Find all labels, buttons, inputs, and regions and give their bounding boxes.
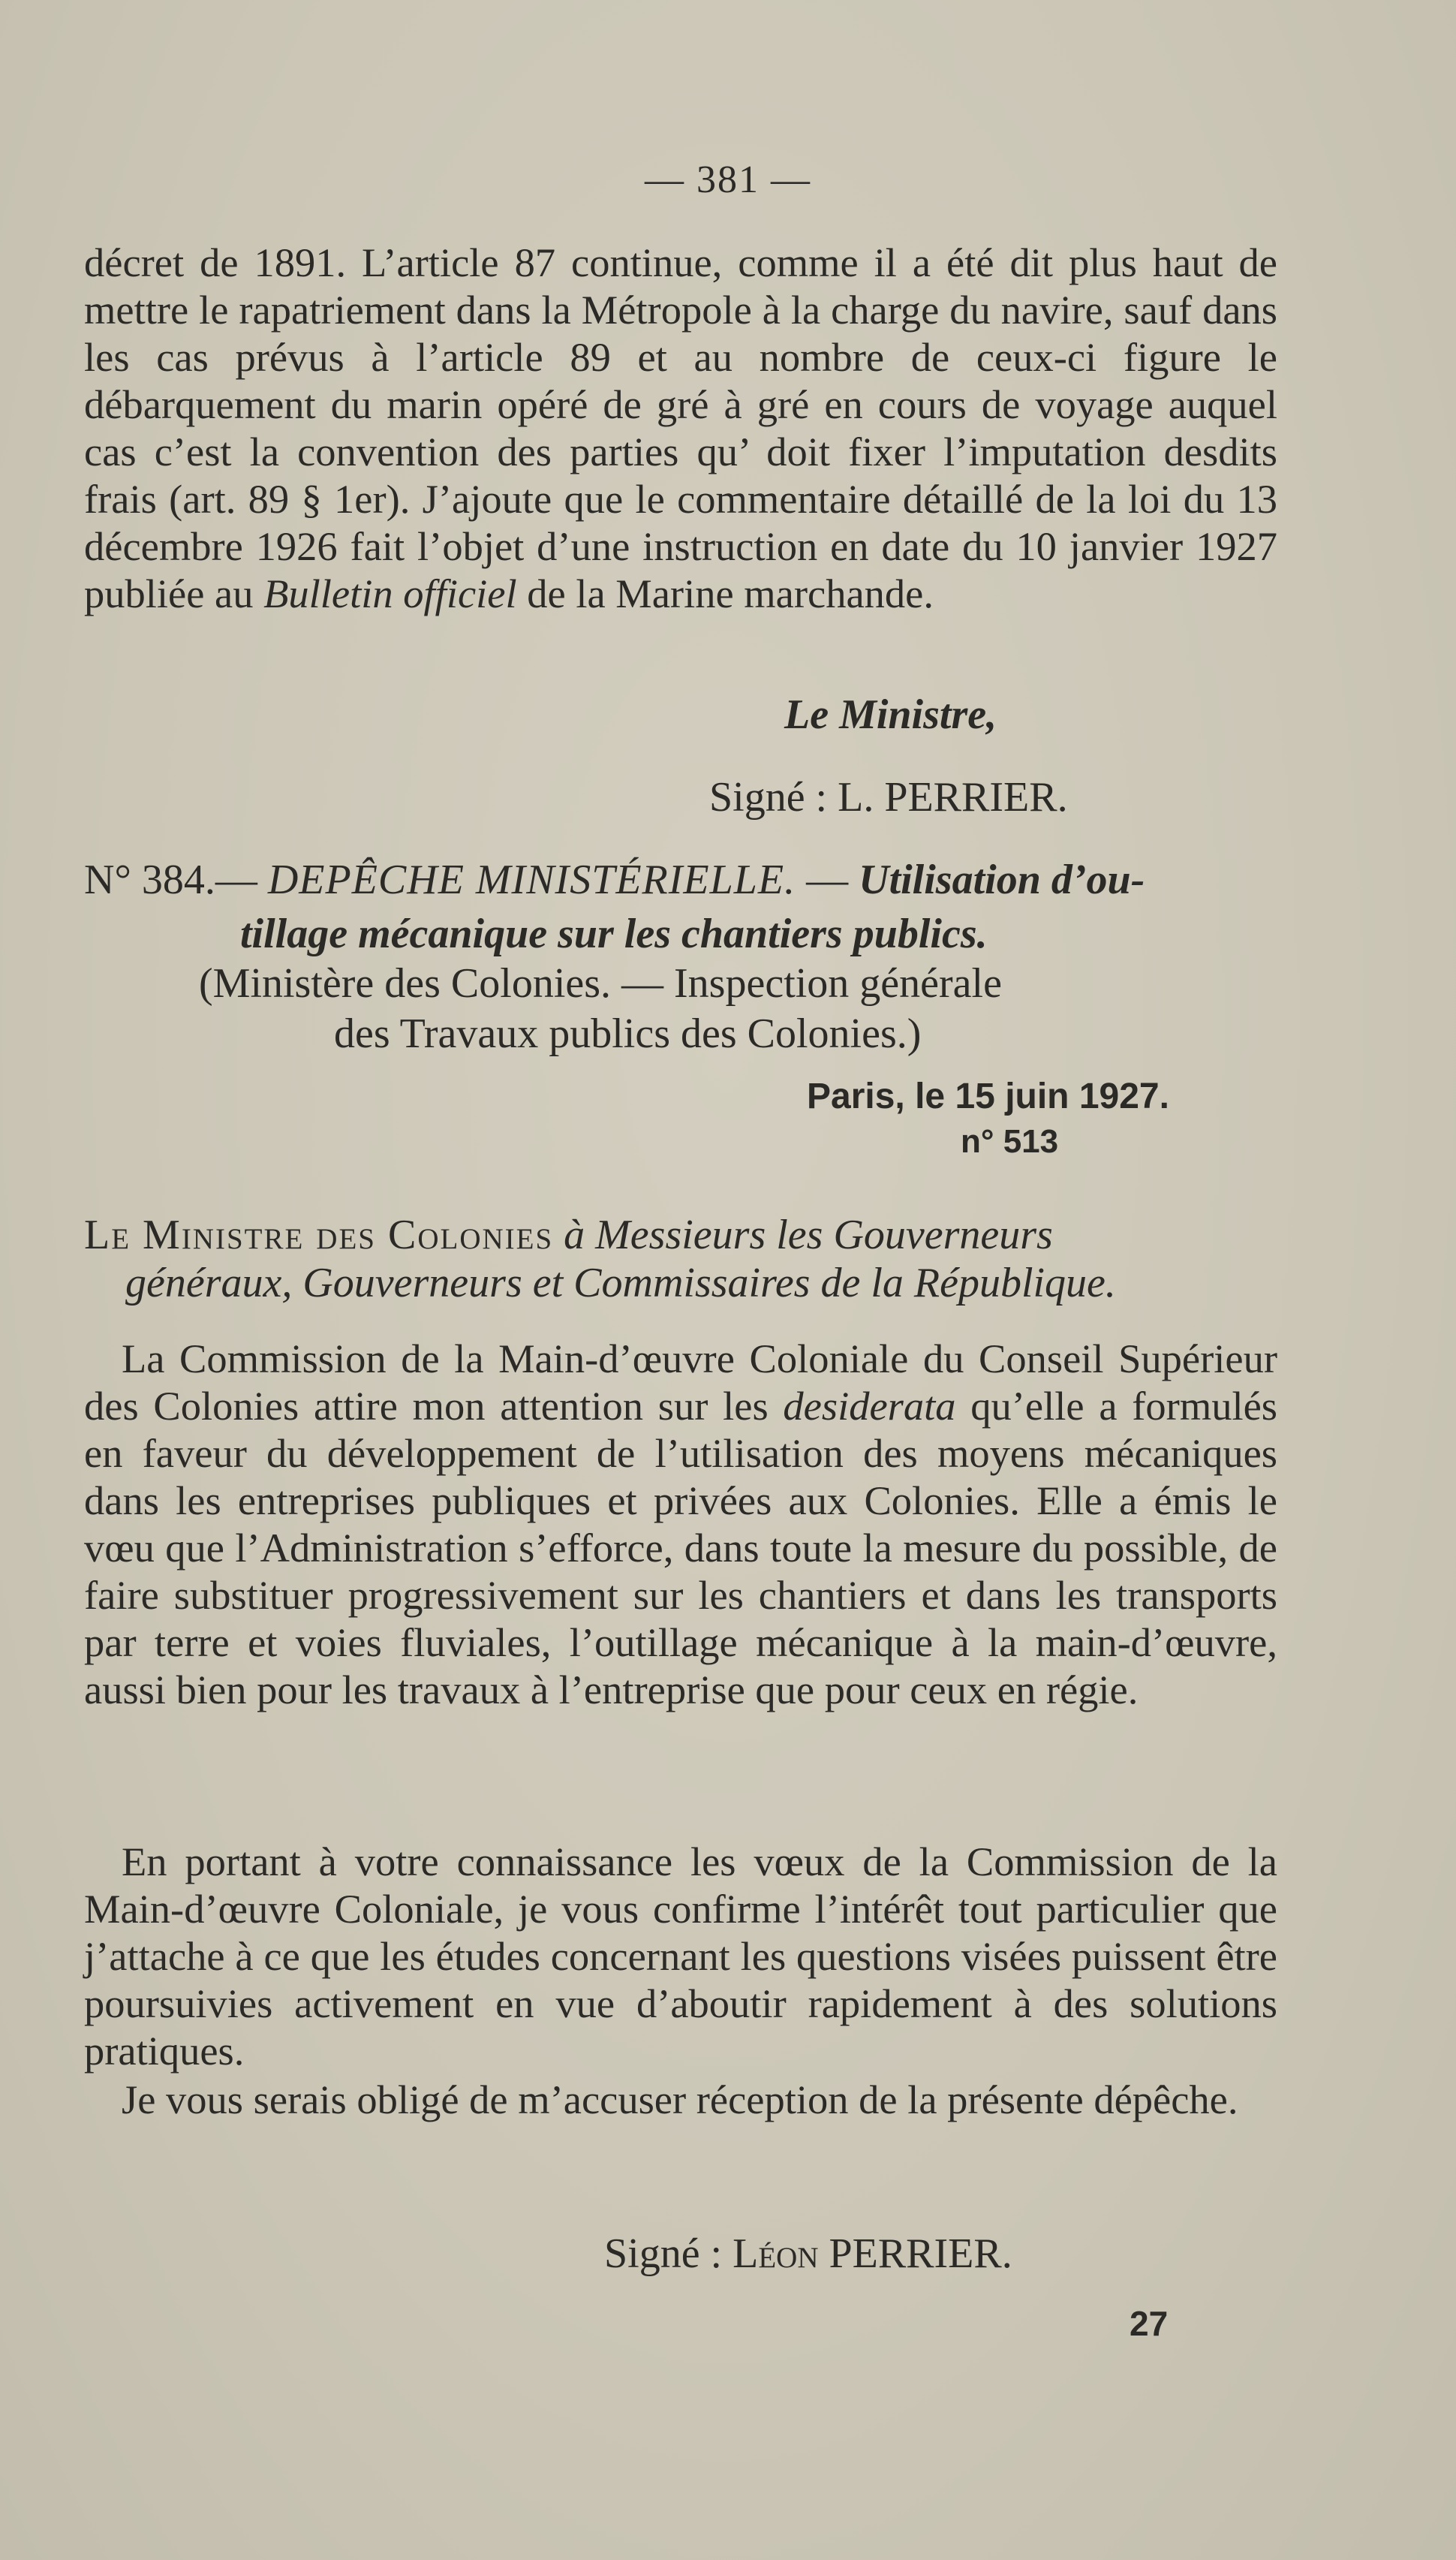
address-line-2: généraux, Gouverneurs et Commissaires de la République. [125,1260,1116,1306]
paragraph-4: Je vous serais obligé de m’accuser réception de la présente dépêche. [122,2077,1238,2122]
reference-number: n° 513 [961,1123,1059,1160]
paragraph-1-text-a: décret de 1891. L’article 87 continue, comme il a été dit plus haut de mettre le rapatriement dans la Métropole à la charge du navire, sauf dans les cas prévus à l’article 89 et au nombre de ceux-ci figure le débarquement du marin opéré de gré à gré en cours de voyage auquel cas c’est la convention des parties qu’ doit fixer l’imputation desdits frais (art. 89 § 1er). J’ajoute que le commentaire détaillé de la loi du 13 décembre 1926 fait l’objet d’une instruction en date du 10 janvier 1927 publiée au [84,239,1277,616]
paragraph-3: En portant à votre connaissance les vœux de la Commission de la Main-d’œuvre Coloniale, je vous confirme l’intérêt tout particulier que j’attache à ce que les études concernant les questions visées puissent être poursuivies activement en vue d’aboutir rapidement à des solutions pratiques. [84,1839,1277,2074]
address-line-1 [84,1211,1285,1259]
signature-2-name: Léon PERRIER. [733,2230,1012,2277]
paragraph-1-text-b: de la Marine marchande. [516,571,934,616]
paragraph-2 [84,1335,1277,1713]
paragraph-2-text-b: qu’elle a formulés en faveur du développement de l’utilisation des moyens mécaniques dans les entreprises publiques et privées aux Colonies. Elle a émis le vœu que l’Administration s’efforce, dans toute la mesure du possible, de faire substituer progressivement sur les chantiers et dans les transports par terre et voies fluviales, l’outillage mécanique à la main-d’œuvre, aussi bien pour les travaux à l’entreprise que pour ceux en régie. [84,1383,1278,1712]
signature-1-title: Le Ministre, [784,691,997,738]
sheet-number: 27 [1130,2304,1169,2343]
signature-2-prefix: Signé : [604,2230,733,2277]
date-line: Paris, le 15 juin 1927. [807,1077,1169,1116]
depeche-separator: — [796,857,859,903]
address-recipients: à Messieurs les Gouverneurs [553,1212,1053,1258]
paragraph-2-text-a: La Commission de la Main-d’œuvre Coloniale du Conseil Supérieur des Colonies attire mon attention sur les [84,1336,1277,1429]
paragraph-1 [84,239,1277,617]
signature-1-name: Signé : L. PERRIER. [709,774,1068,821]
address-block [84,1211,1285,1307]
depeche-subject-line2: tillage mécanique sur les chantiers publics. [240,911,988,957]
depeche-title: DEPÊCHE MINISTÉRIELLE. [267,857,796,903]
signature-2 [604,2230,1012,2278]
paragraph-2-italic: desiderata [783,1383,956,1429]
ministry-line-1: (Ministère des Colonies. — Inspection générale [199,960,1002,1007]
page-number: — 381 — [645,158,811,201]
depeche-dash: — [215,857,268,903]
depeche-number: N° 384. [84,857,215,903]
paragraph-1-italic: Bulletin officiel [263,571,517,616]
depeche-heading [84,856,1285,904]
ministry-line-2: des Travaux publics des Colonies.) [334,1010,922,1057]
address-sender: Le Ministre des Colonies [84,1212,554,1258]
depeche-subject-line1: Utilisation d’ou- [859,857,1145,903]
